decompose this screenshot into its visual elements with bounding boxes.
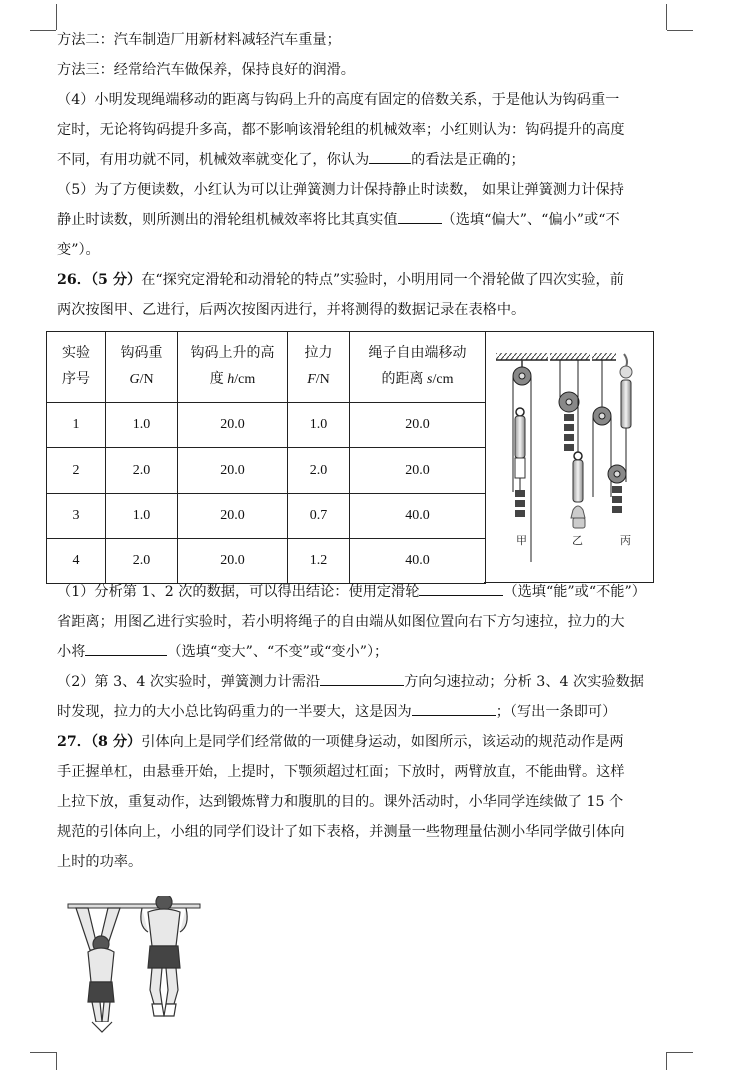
table-cell: 20.0 [178, 494, 288, 539]
table-cell: 1.0 [288, 403, 350, 448]
q4-answer-blank[interactable] [369, 147, 411, 164]
header-distance: 绳子自由端移动 的距离 s/cm [350, 332, 486, 403]
q5-answer-blank[interactable] [398, 207, 442, 224]
q5-line-2 [57, 205, 669, 235]
crop-mark-top-left [30, 30, 56, 31]
table-row [47, 448, 486, 494]
crop-mark-top-right [667, 30, 693, 31]
q4-line-1: （4）小明发现绳端移动的距离与钩码上升的高度有固定的倍数关系，于是他认为钩码重一 [57, 92, 620, 108]
figure-jia [513, 360, 531, 562]
header-trial-number: 实验 序号 [47, 332, 106, 403]
header-force: 拉力 F/N [288, 332, 350, 403]
upper-text-block [57, 25, 669, 325]
pull-up-illustration [64, 896, 212, 1036]
q26-p1-line-1 [57, 577, 669, 607]
method-3-line: 方法三：经常给汽车做保养，保持良好的润滑。 [57, 62, 355, 78]
q5-line-3: 变”）。 [57, 242, 100, 258]
q26-p1-text-a: （1）分析第 1、2 次的数据，可以得出结论：使用定滑轮 [57, 584, 420, 600]
q27-line-5: 上时的功率。 [57, 854, 143, 870]
q4-line-3a: 不同，有用功就不同，机械效率就变化了，你认为 [57, 152, 370, 168]
pulley-figure [484, 331, 654, 583]
q4-line-3 [57, 145, 669, 175]
q26-p2-answer-blank-1[interactable] [320, 669, 404, 686]
table-cell: 3 [47, 494, 106, 539]
table-cell: 1.0 [106, 403, 178, 448]
table-header-row [47, 332, 486, 403]
lower-text-block [57, 577, 669, 877]
q26-p1-text-d: （选填“变大”、“不变”或“变小”）； [167, 644, 389, 660]
table-cell: 20.0 [178, 403, 288, 448]
q26-p1-text-b: （选填“能”或“不能”） [503, 584, 646, 600]
q5-line-2a: 静止时读数，则所测出的滑轮组机械效率将比其真实值 [57, 212, 398, 228]
q26-p2-text-c: 时发现，拉力的大小总比钩码重力的一半要大，这是因为 [57, 704, 412, 720]
q26-p1-answer-blank-1[interactable] [419, 579, 503, 596]
hanging-figure [76, 908, 120, 1032]
method-2-line: 方法二：汽车制造厂用新材料减轻汽车重量； [57, 32, 341, 48]
q4-line-2: 定时，无论将钩码提升多高，都不影响该滑轮组的机械效率；小红则认为：钩码提升的高度 [57, 122, 625, 138]
header-weight: 钩码重 G/N [106, 332, 178, 403]
q26-p2-text-b: 方向匀速拉动；分析 3、4 次实验数据 [404, 674, 644, 690]
q26-p1-answer-blank-2[interactable] [85, 639, 167, 656]
crop-mark-bottom-left-v [56, 1052, 57, 1070]
q26-line-1 [57, 265, 669, 295]
header-height: 钩码上升的高 度 h/cm [178, 332, 288, 403]
figure-yi [559, 360, 585, 528]
table-row [47, 494, 486, 539]
q5-line-1: （5）为了方便读数，小红认为可以让弹簧测力计保持静止时读数， 如果让弹簧测力计保持 [57, 182, 624, 198]
q26-p1-line-2: 省距离；用图乙进行实验时，若小明将绳子的自由端从如图位置向右下方匀速拉，拉力的大 [57, 614, 625, 630]
table-cell: 40.0 [350, 494, 486, 539]
q26-p1-line-3 [57, 637, 669, 667]
q4-line-3b: 的看法是正确的； [411, 152, 525, 168]
label-jia: 甲 [516, 534, 527, 547]
q27-line-1 [57, 727, 669, 757]
table-cell: 4 [47, 539, 106, 584]
pulley-diagram [484, 332, 654, 584]
table-cell: 20.0 [350, 403, 486, 448]
q26-line-2: 两次按图甲、乙进行，后两次按图丙进行，并将测得的数据记录在表格中。 [57, 302, 526, 318]
table-row [47, 403, 486, 448]
q5-line-2b: （选填“偏大”、“偏小”或“不 [441, 212, 620, 228]
table-cell: 1 [47, 403, 106, 448]
q26-p2-text-a: （2）第 3、4 次实验时，弹簧测力计需沿 [57, 674, 321, 690]
q27-line-4: 规范的引体向上，小组的同学们设计了如下表格，并测量一些物理量估测小华同学做引体向 [57, 824, 625, 840]
pulled-up-figure [141, 896, 187, 1016]
q27-number: 27． [57, 734, 91, 750]
table-cell: 2.0 [288, 448, 350, 494]
table-cell: 1.2 [288, 539, 350, 584]
crop-mark-bottom-right-v [666, 1052, 667, 1070]
q27-line-2: 手正握单杠，由悬垂开始，上提时，下颚须超过杠面；下放时，两臂放直，不能曲臂。这样 [57, 764, 625, 780]
table-cell: 20.0 [178, 539, 288, 584]
q26-p2-line-1 [57, 667, 669, 697]
q27-line-1-text: 引体向上是同学们经常做的一项健身运动，如图所示，该运动的规范动作是两 [141, 734, 624, 750]
table-cell: 2 [47, 448, 106, 494]
crop-mark-bottom-right [667, 1052, 693, 1053]
table-cell: 1.0 [106, 494, 178, 539]
q26-score: （5 分） [90, 272, 142, 288]
q27-score: （8 分） [90, 734, 142, 750]
table-cell: 20.0 [350, 448, 486, 494]
q27-line-3: 上拉下放，重复动作，达到锻炼臂力和腹肌的目的。课外活动时，小华同学连续做了 15 个 [57, 794, 624, 810]
crop-mark-bottom-left [30, 1052, 56, 1053]
q26-p1-text-c: 小将 [57, 644, 86, 660]
q26-number: 26． [57, 272, 91, 288]
label-bing: 丙 [620, 534, 631, 547]
table-cell: 40.0 [350, 539, 486, 584]
label-yi: 乙 [572, 534, 583, 547]
pulley-data-table [46, 331, 486, 584]
figure-bing [593, 354, 632, 513]
q26-p2-answer-blank-2[interactable] [412, 699, 496, 716]
q26-line-1-text: 在“探究定滑轮和动滑轮的特点”实验时，小明用同一个滑轮做了四次实验，前 [141, 272, 624, 288]
table-cell: 0.7 [288, 494, 350, 539]
q26-p2-text-d: ；（写出一条即可） [495, 704, 617, 720]
table-cell: 2.0 [106, 448, 178, 494]
q26-p2-line-2 [57, 697, 669, 727]
table-cell: 2.0 [106, 539, 178, 584]
table-cell: 20.0 [178, 448, 288, 494]
